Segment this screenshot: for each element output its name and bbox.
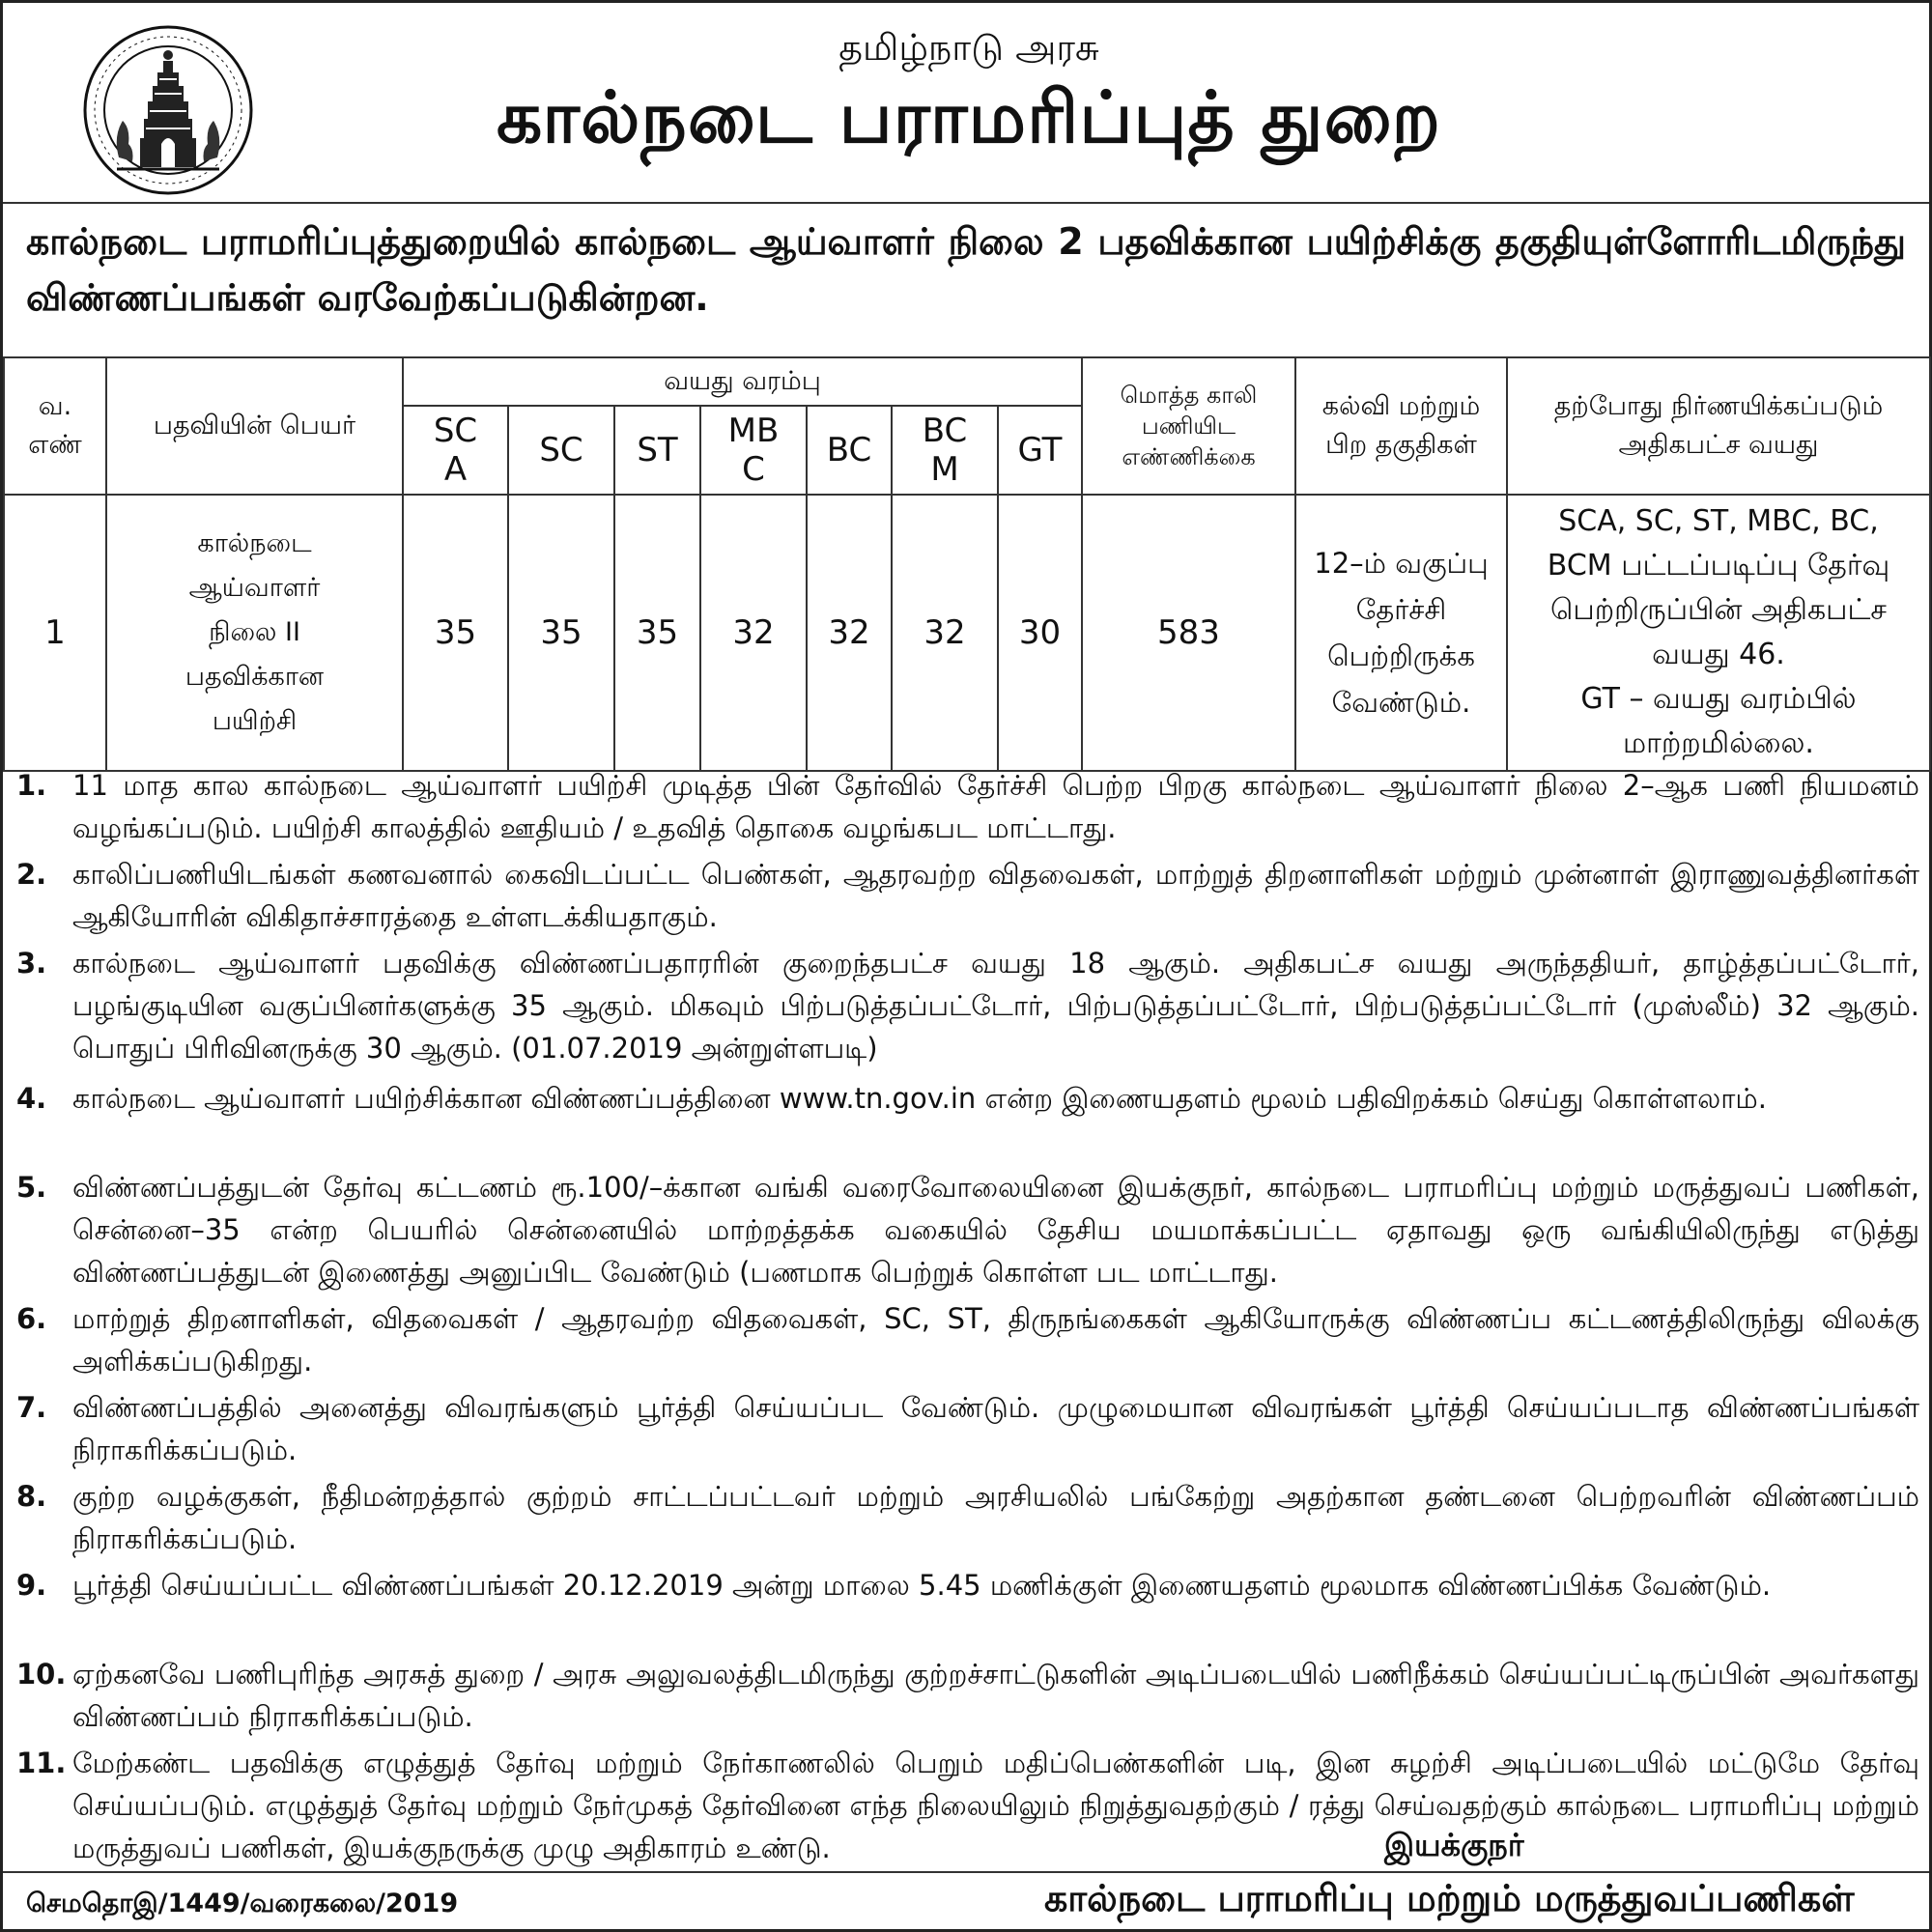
note-text: பூர்த்தி செய்யப்பட்ட விண்ணப்பங்கள் 20.12.2019 அன்று மாலை 5.45 மணிக்குள் இணையதளம் மூலமாக விண்ணப்பிக்க வேண்டும். [72, 1569, 1772, 1602]
age-st: 35 [614, 495, 700, 771]
header-qualification: கல்வி மற்றும் பிற தகுதிகள் [1295, 357, 1507, 495]
category-st: ST [614, 406, 700, 495]
list-item [16, 764, 1919, 849]
note-text: மாற்றுத் திறனாளிகள், விதவைகள் / ஆதரவற்ற விதவைகள், SC, ST, திருநங்கைகள் ஆகியோருக்கு விண்ணப்ப கட்டணத்திலிருந்து விலக்கு அளிக்கப்படுகிறது. [72, 1302, 1919, 1378]
header-age-limit: வயது வரம்பு [403, 357, 1082, 406]
list-item [16, 1742, 1919, 1869]
age-bcm: 32 [892, 495, 998, 771]
list-item [16, 1653, 1919, 1738]
row-post-name: கால்நடை ஆய்வாளர் நிலை II பதவிக்கான பயிற்சி [106, 495, 403, 771]
list-item [16, 1166, 1919, 1293]
row-vacancies: 583 [1082, 495, 1295, 771]
note-number: 4. [16, 1082, 47, 1115]
table-row [4, 495, 1930, 771]
header [3, 3, 1929, 204]
note-text: 11 மாத கால கால்நடை ஆய்வாளர் பயிற்சி முடித்த பின் தேர்வில் தேர்ச்சி பெற்ற பிறகு கால்நடை ஆய்வாளர் நிலை 2–ஆக பணி நியமனம் வழங்கப்படும். பயிற்சி காலத்தில் ஊதியம் / உதவித் தொகை வழங்கபட மாட்டாது. [72, 769, 1919, 844]
age-sc: 35 [508, 495, 614, 771]
note-number: 10. [16, 1658, 67, 1690]
signatory-office: கால்நடை பராமரிப்பு மற்றும் மருத்துவப்பணிகள் [1044, 1877, 1855, 1919]
note-number: 1. [16, 769, 47, 802]
category-bc: BC [807, 406, 892, 495]
note-text: கால்நடை ஆய்வாளர் பதவிக்கு விண்ணப்பதாரரின் குறைந்தபட்ச வயது 18 ஆகும். அதிகபட்ச வயது அருந்ததியர், தாழ்த்தப்பட்டோர், பழங்குடியின வகுப்பினர்களுக்கு 35 ஆகும். மிகவும் பிற்படுத்தப்பட்டோர், பிற்படுத்தப்பட்டோர், பிற்படுத்தப்பட்டோர் (முஸ்லீம்) 32 ஆகும். பொதுப் பிரிவினருக்கு 30 ஆகும். (01.07.2019 அன்றுள்ளபடி) [72, 947, 1919, 1065]
header-max-age: தற்போது நிர்ணயிக்கப்படும் அதிகபட்ச வயது [1507, 357, 1930, 495]
category-bcm: BC M [892, 406, 998, 495]
government-name: தமிழ்நாடு அரசு [838, 26, 1099, 69]
note-number: 8. [16, 1480, 47, 1513]
category-sc: SC [508, 406, 614, 495]
note-number: 6. [16, 1302, 47, 1335]
header-post-name: பதவியின் பெயர் [106, 357, 403, 495]
age-bc: 32 [807, 495, 892, 771]
list-item [16, 1077, 1919, 1120]
note-number: 11. [16, 1747, 67, 1779]
row-serial: 1 [4, 495, 106, 771]
note-text: விண்ணப்பத்துடன் தேர்வு கட்டணம் ரூ.100/–க்கான வங்கி வரைவோலையினை இயக்குநர், கால்நடை பராமரிப்பு மற்றும் மருத்துவப் பணிகள், சென்னை–35 என்ற பெயரில் சென்னையில் மாற்றத்தக்க வகையில் தேசிய மயமாக்கப்பட்ட ஏதாவது ஒரு வங்கியிலிருந்து எடுத்து விண்ணப்பத்துடன் இணைத்து அனுப்பிட வேண்டும் (பணமாக பெற்றுக் கொள்ள பட மாட்டாது. [72, 1171, 1919, 1289]
note-text: விண்ணப்பத்தில் அனைத்து விவரங்களும் பூர்த்தி செய்யப்பட வேண்டும். முழுமையான விவரங்கள் பூர்த்தி செய்யப்படாத விண்ணப்பங்கள் நிராகரிக்கப்படும். [72, 1391, 1919, 1466]
category-mbc: MB C [700, 406, 807, 495]
list-item [16, 1564, 1919, 1606]
list-item [16, 942, 1919, 1069]
header-serial: வ. எண் [4, 357, 106, 495]
reference-number: செமதொஇ/1449/வரைகலை/2019 [26, 1889, 459, 1918]
note-number: 9. [16, 1569, 47, 1602]
row-qualification: 12–ம் வகுப்பு தேர்ச்சி பெற்றிருக்க வேண்டும். [1295, 495, 1507, 771]
note-text: ஏற்கனவே பணிபுரிந்த அரசுத் துறை / அரசு அலுவலத்திடமிருந்து குற்றச்சாட்டுகளின் அடிப்படையில் பணிநீக்கம் செய்யப்பட்டிருப்பின் அவர்களது விண்ணப்பம் நிராகரிக்கப்படும். [72, 1658, 1919, 1733]
divider [3, 202, 1929, 204]
footer-divider [3, 1871, 1929, 1873]
list-item [16, 853, 1919, 938]
age-gt: 30 [998, 495, 1082, 771]
note-text: கால்நடை ஆய்வாளர் பயிற்சிக்கான விண்ணப்பத்தினை www.tn.gov.in என்ற இணையதளம் மூலம் பதிவிறக்கம் செய்து கொள்ளலாம். [72, 1082, 1767, 1115]
note-number: 7. [16, 1391, 47, 1424]
list-item [16, 1297, 1919, 1382]
tamil-nadu-emblem-icon [80, 22, 256, 198]
note-number: 2. [16, 858, 47, 891]
age-sca: 35 [403, 495, 508, 771]
note-number: 3. [16, 947, 47, 980]
note-text: காலிப்பணியிடங்கள் கணவனால் கைவிடப்பட்ட பெண்கள், ஆதரவற்ற விதவைகள், மாற்றுத் திறனாளிகள் மற்றும் முன்னாள் இராணுவத்தினர்கள் ஆகியோரின் விகிதாச்சாரத்தை உள்ளடக்கியதாகும். [72, 858, 1919, 933]
intro-text: கால்நடை பராமரிப்புத்துறையில் கால்நடை ஆய்வாளர் நிலை 2 பதவிக்கான பயிற்சிக்கு தகுதியுள்ளோரிடமிருந்து விண்ணப்பங்கள் வரவேற்கப்படுகின்றன. [26, 220, 1906, 319]
list-item [16, 1475, 1919, 1560]
category-sca: SC A [403, 406, 508, 495]
header-vacancies: மொத்த காலி பணியிட எண்ணிக்கை [1082, 357, 1295, 495]
note-text: குற்ற வழக்குகள், நீதிமன்றத்தால் குற்றம் சாட்டப்பட்டவர் மற்றும் அரசியலில் பங்கேற்று அதற்கான தண்டனை பெற்றவரின் விண்ணப்பம் நிராகரிக்கப்படும். [72, 1480, 1919, 1555]
note-text: மேற்கண்ட பதவிக்கு எழுத்துத் தேர்வு மற்றும் நேர்காணலில் பெறும் மதிப்பெண்களின் படி, இன சுழற்சி அடிப்படையில் மட்டுமே தேர்வு செய்யப்படும். எழுத்துத் தேர்வு மற்றும் நேர்முகத் தேர்வினை எந்த நிலையிலும் நிறுத்துவதற்கும் / ரத்து செய்வதற்கும் கால்நடை பராமரிப்பு மற்றும் மருத்துவப் பணிகள், இயக்குநருக்கு முழு அதிகாரம் உண்டு. [72, 1747, 1919, 1864]
note-number: 5. [16, 1171, 47, 1204]
department-title: கால்நடை பராமரிப்புத் துறை [496, 76, 1441, 159]
row-max-age: SCA, SC, ST, MBC, BC, BCM பட்டப்படிப்பு தேர்வு பெற்றிருப்பின் அதிகபட்ச வயது 46. GT – வயது வரம்பில் மாற்றமில்லை. [1507, 495, 1930, 771]
category-gt: GT [998, 406, 1082, 495]
signatory-title: இயக்குநர் [1384, 1827, 1524, 1863]
list-item [16, 1386, 1919, 1471]
age-mbc: 32 [700, 495, 807, 771]
vacancy-table [3, 356, 1931, 772]
